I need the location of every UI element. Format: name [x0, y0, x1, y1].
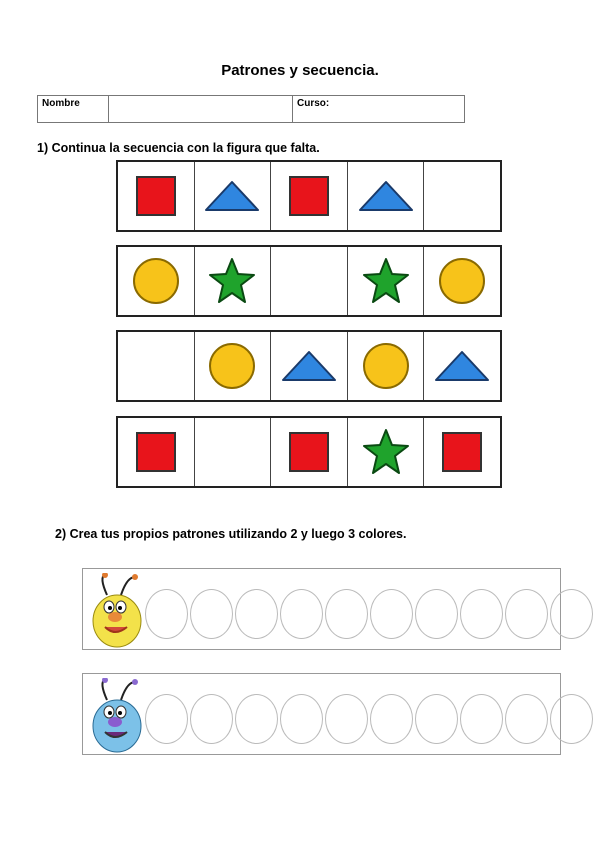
square-shape-cell	[271, 162, 348, 230]
empty-answer-cell[interactable]	[195, 418, 272, 486]
sequence-row-2	[116, 245, 502, 317]
triangle-icon	[203, 179, 261, 213]
pattern-oval[interactable]	[460, 694, 503, 744]
pattern-strip-2	[82, 673, 561, 755]
star-icon	[361, 428, 411, 476]
oval-row-1	[145, 589, 595, 639]
circle-shape-cell	[348, 332, 425, 400]
square-icon	[288, 175, 330, 217]
star-icon	[207, 257, 257, 305]
pattern-oval[interactable]	[550, 694, 593, 744]
student-info-table	[37, 95, 465, 123]
pattern-oval[interactable]	[325, 589, 368, 639]
pattern-oval[interactable]	[235, 694, 278, 744]
empty-answer-cell[interactable]	[118, 332, 195, 400]
pattern-oval[interactable]	[325, 694, 368, 744]
square-icon	[441, 431, 483, 473]
pattern-oval[interactable]	[190, 589, 233, 639]
pattern-oval[interactable]	[370, 694, 413, 744]
sequence-row-3	[116, 330, 502, 402]
star-icon	[361, 257, 411, 305]
oval-row-2	[145, 694, 595, 744]
page-title: Patrones y secuencia.	[221, 62, 379, 79]
pattern-oval[interactable]	[550, 589, 593, 639]
square-shape-cell	[424, 418, 500, 486]
star-shape-cell	[195, 247, 272, 315]
circle-shape-cell	[118, 247, 195, 315]
pattern-oval[interactable]	[190, 694, 233, 744]
pattern-oval[interactable]	[145, 589, 188, 639]
pattern-strip-1	[82, 568, 561, 650]
pattern-oval[interactable]	[505, 694, 548, 744]
course-label: Curso:	[297, 98, 330, 109]
triangle-shape-cell	[271, 332, 348, 400]
circle-icon	[437, 256, 487, 306]
triangle-shape-cell	[348, 162, 425, 230]
name-label: Nombre	[38, 96, 109, 123]
circle-icon	[131, 256, 181, 306]
empty-answer-cell[interactable]	[424, 162, 500, 230]
name-field[interactable]	[109, 96, 293, 123]
square-shape-cell	[118, 418, 195, 486]
question-2: 2) Crea tus propios patrones utilizando 2 y luego 3 colores.	[55, 527, 407, 541]
square-shape-cell	[118, 162, 195, 230]
pattern-oval[interactable]	[235, 589, 278, 639]
square-icon	[288, 431, 330, 473]
pattern-oval[interactable]	[280, 589, 323, 639]
pattern-oval[interactable]	[460, 589, 503, 639]
question-1: 1) Continua la secuencia con la figura que falta.	[37, 141, 320, 155]
yellow-caterpillar-icon	[87, 573, 145, 649]
course-field[interactable]	[293, 96, 465, 123]
empty-answer-cell[interactable]	[271, 247, 348, 315]
pattern-oval[interactable]	[505, 589, 548, 639]
circle-icon	[207, 341, 257, 391]
blue-caterpillar-icon	[87, 678, 145, 754]
sequence-row-1	[116, 160, 502, 232]
star-shape-cell	[348, 418, 425, 486]
triangle-shape-cell	[424, 332, 500, 400]
triangle-icon	[280, 349, 338, 383]
pattern-oval[interactable]	[280, 694, 323, 744]
pattern-oval[interactable]	[415, 589, 458, 639]
star-shape-cell	[348, 247, 425, 315]
circle-icon	[361, 341, 411, 391]
pattern-oval[interactable]	[145, 694, 188, 744]
square-shape-cell	[271, 418, 348, 486]
triangle-icon	[433, 349, 491, 383]
pattern-oval[interactable]	[370, 589, 413, 639]
sequence-row-4	[116, 416, 502, 488]
square-icon	[135, 431, 177, 473]
square-icon	[135, 175, 177, 217]
triangle-shape-cell	[195, 162, 272, 230]
pattern-oval[interactable]	[415, 694, 458, 744]
circle-shape-cell	[195, 332, 272, 400]
circle-shape-cell	[424, 247, 500, 315]
triangle-icon	[357, 179, 415, 213]
